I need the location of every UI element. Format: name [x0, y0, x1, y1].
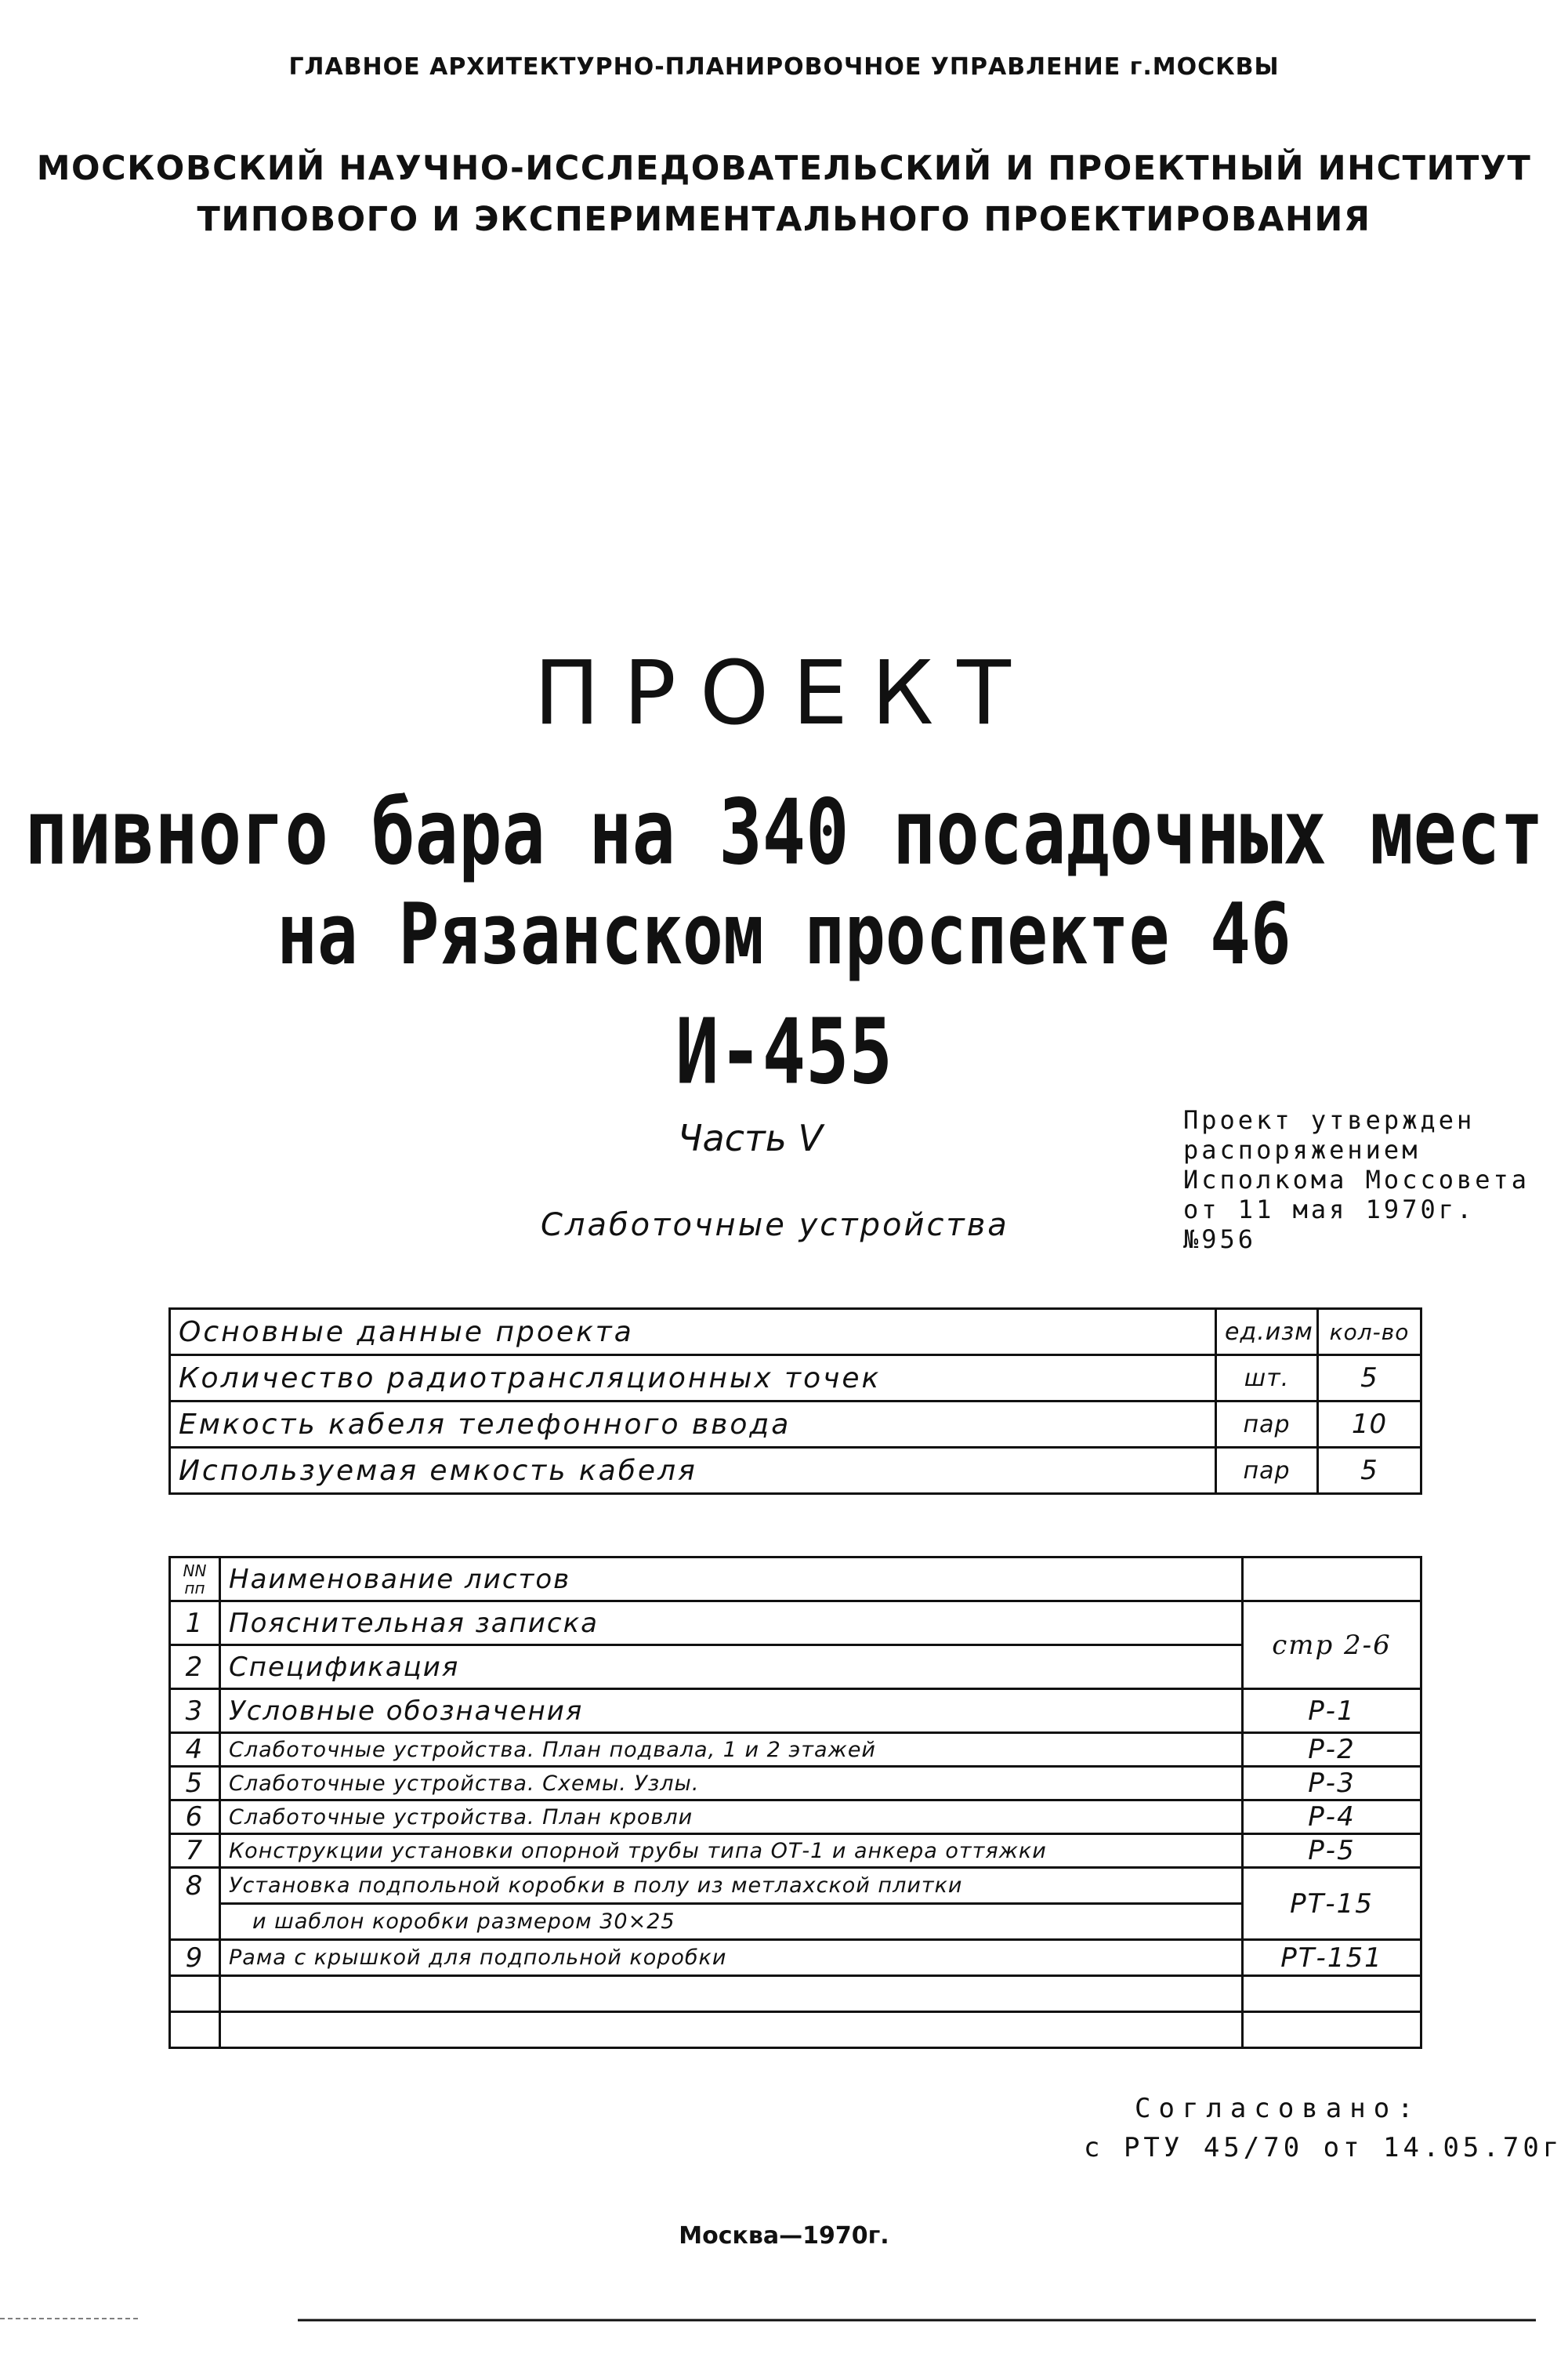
row-num: 5 [170, 1767, 220, 1800]
approval-line: Проект утвержден [1183, 1105, 1476, 1135]
row-name: Условные обозначения [220, 1689, 1243, 1733]
row-num-empty [170, 2012, 220, 2048]
row-num-empty [170, 1976, 220, 2012]
row-num: 7 [170, 1834, 220, 1868]
row-num: 1 [170, 1601, 220, 1645]
row-qty: 5 [1318, 1355, 1421, 1402]
bottom-scan-line [0, 2316, 1568, 2324]
row-name: Рама с крышкой для подпольной коробки [220, 1940, 1243, 1976]
table-row [170, 1800, 1421, 1834]
row-num: 6 [170, 1800, 220, 1834]
agency-header: ГЛАВНОЕ АРХИТЕКТУРНО-ПЛАНИРОВОЧНОЕ УПРАВЛЕНИЕ г.МОСКВЫ [288, 53, 1280, 81]
table-row [170, 2012, 1421, 2048]
row-qty: 5 [1318, 1448, 1421, 1494]
project-code: И-455 [675, 999, 893, 1104]
approval-line: распоряжением [1183, 1135, 1421, 1165]
project-title-line2: на Рязанском проспекте 46 [277, 886, 1291, 984]
subsystem-label: Слаботочные устройства [541, 1207, 1009, 1243]
approval-stamp [1183, 1105, 1530, 1254]
num-header [170, 1557, 220, 1601]
project-word: ПРОЕКТ [534, 643, 1034, 745]
row-ref: Р-1 [1243, 1689, 1421, 1733]
row-num: 9 [170, 1940, 220, 1976]
table-row [170, 1309, 1421, 1355]
row-name-empty [220, 2012, 1243, 2048]
row-label: Емкость кабеля телефонного ввода [170, 1402, 1216, 1448]
table-row [170, 1733, 1421, 1767]
part-label: Часть V [678, 1117, 824, 1159]
row-ref: РТ-151 [1243, 1940, 1421, 1976]
qty-header: кол-во [1318, 1309, 1421, 1355]
row-unit: пар [1216, 1402, 1318, 1448]
row-name: Установка подпольной коробки в полу из метлахской плитки [220, 1868, 1243, 1904]
row-unit: шт. [1216, 1355, 1318, 1402]
table-row [170, 1601, 1421, 1645]
main-data-title: Основные данные проекта [170, 1309, 1216, 1355]
institute-name-line1: МОСКОВСКИЙ НАУЧНО-ИССЛЕДОВАТЕЛЬСКИЙ И ПРОЕКТНЫЙ ИНСТИТУТ [36, 149, 1532, 188]
table-row [170, 1402, 1421, 1448]
row-ref: РТ-15 [1243, 1868, 1421, 1940]
row-label: Количество радиотрансляционных точек [170, 1355, 1216, 1402]
row-unit: пар [1216, 1448, 1318, 1494]
unit-header: ед.изм [1216, 1309, 1318, 1355]
institute-name-line2: ТИПОВОГО И ЭКСПЕРИМЕНТАЛЬНОГО ПРОЕКТИРОВАНИЯ [197, 200, 1371, 239]
ref-header [1243, 1557, 1421, 1601]
table-row [170, 1940, 1421, 1976]
name-header: Наименование листов [220, 1557, 1243, 1601]
approval-line: от 11 мая 1970г. [1183, 1195, 1476, 1224]
agreed-reference: с РТУ 45/70 от 14.05.70г [1084, 2132, 1563, 2163]
row-name-continued: и шаблон коробки размером 30×25 [220, 1904, 1243, 1940]
row-ref-empty [1243, 1976, 1421, 2012]
row-name-empty [220, 1976, 1243, 2012]
row-ref-empty [1243, 2012, 1421, 2048]
row-num: 8 [170, 1868, 220, 1904]
table-row [170, 1904, 1421, 1940]
table-row [170, 1868, 1421, 1904]
row-name: Слаботочные устройства. План подвала, 1 и 2 этажей [220, 1733, 1243, 1767]
num-header-top: NN [183, 1561, 207, 1580]
city-year: Москва—1970г. [679, 2222, 889, 2250]
sheets-table [168, 1556, 1422, 2049]
row-name: Слаботочные устройства. План кровли [220, 1800, 1243, 1834]
table-row [170, 1355, 1421, 1402]
table-row [170, 1834, 1421, 1868]
row-ref: Р-4 [1243, 1800, 1421, 1834]
row-name: Слаботочные устройства. Схемы. Узлы. [220, 1767, 1243, 1800]
row-num-empty [170, 1904, 220, 1940]
row-ref: Р-2 [1243, 1733, 1421, 1767]
num-header-bottom: пп [184, 1578, 205, 1597]
table-row [170, 1557, 1421, 1601]
approval-line: №956 [1183, 1224, 1257, 1254]
row-name: Конструкции установки опорной трубы типа ОТ-1 и анкера оттяжки [220, 1834, 1243, 1868]
table-row [170, 1448, 1421, 1494]
row-ref: Р-5 [1243, 1834, 1421, 1868]
project-title-line1: пивного бара на 340 посадочных мест [24, 780, 1544, 885]
approval-line: Исполкома Моссовета [1183, 1165, 1530, 1195]
row-num: 2 [170, 1645, 220, 1689]
row-num: 4 [170, 1733, 220, 1767]
table-row [170, 1767, 1421, 1800]
row-name: Спецификация [220, 1645, 1243, 1689]
agreed-label: Согласовано: [1135, 2093, 1421, 2124]
table-row [170, 1689, 1421, 1733]
table-row [170, 1645, 1421, 1689]
row-name: Пояснительная записка [220, 1601, 1243, 1645]
row-num: 3 [170, 1689, 220, 1733]
main-data-table [168, 1307, 1422, 1495]
row-qty: 10 [1318, 1402, 1421, 1448]
row-ref: Р-3 [1243, 1767, 1421, 1800]
row-label: Используемая емкость кабеля [170, 1448, 1216, 1494]
pages-ref: стр 2-6 [1243, 1601, 1421, 1689]
table-row [170, 1976, 1421, 2012]
